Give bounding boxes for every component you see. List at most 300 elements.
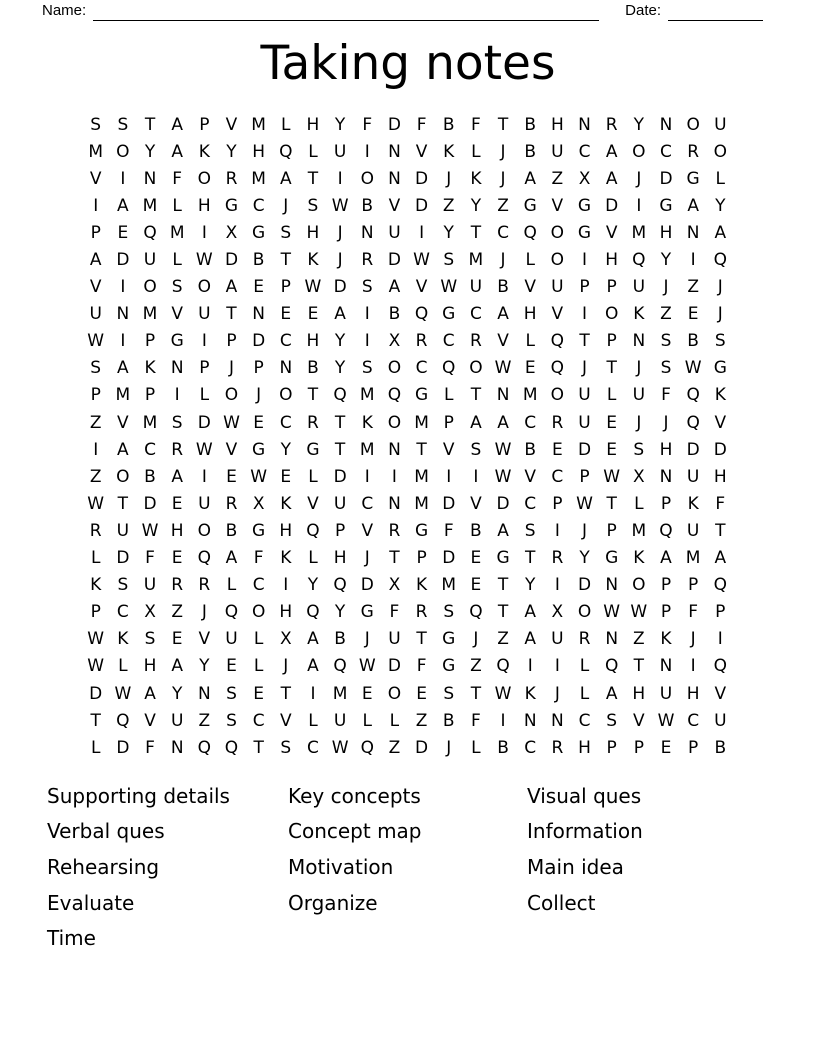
grid-letter: K bbox=[443, 141, 455, 162]
word-search-grid bbox=[82, 111, 734, 761]
grid-letter: T bbox=[416, 629, 427, 650]
grid-letter: Y bbox=[226, 141, 237, 162]
grid-letter: O bbox=[469, 358, 483, 379]
grid-letter: D bbox=[224, 250, 239, 271]
grid-letter: T bbox=[226, 304, 237, 325]
grid-letter: A bbox=[524, 168, 537, 189]
grid-letter: N bbox=[523, 710, 537, 731]
grid-letter: J bbox=[228, 358, 234, 379]
grid-letter: P bbox=[688, 737, 699, 758]
grid-letter: E bbox=[307, 304, 319, 325]
grid-letter: A bbox=[144, 683, 156, 704]
grid-letter: H bbox=[306, 331, 320, 352]
grid-letter: K bbox=[280, 548, 292, 569]
grid-letter: U bbox=[686, 520, 700, 541]
grid-letter: W bbox=[331, 737, 349, 758]
grid-letter: L bbox=[525, 331, 535, 352]
grid-letter: D bbox=[442, 493, 456, 514]
grid-letter: P bbox=[416, 548, 427, 569]
grid-letter: K bbox=[687, 493, 699, 514]
grid-letter: Q bbox=[414, 304, 429, 325]
grid-letter: O bbox=[387, 412, 402, 433]
grid-letter: U bbox=[551, 141, 564, 162]
grid-letter: V bbox=[388, 195, 401, 216]
grid-letter: W bbox=[494, 466, 512, 487]
grid-letter: D bbox=[387, 114, 401, 135]
grid-letter: L bbox=[90, 737, 101, 758]
grid-letter: H bbox=[550, 114, 564, 135]
grid-letter: S bbox=[714, 331, 726, 352]
grid-letter: T bbox=[606, 358, 617, 379]
grid-letter: U bbox=[198, 493, 211, 514]
grid-letter: H bbox=[197, 195, 211, 216]
grid-letter: C bbox=[551, 466, 564, 487]
grid-letter: I bbox=[554, 575, 560, 596]
grid-letter: Q bbox=[197, 548, 212, 569]
grid-letter: J bbox=[582, 358, 588, 379]
grid-letter: Q bbox=[713, 575, 727, 596]
grid-letter: D bbox=[333, 277, 347, 298]
grid-letter: C bbox=[497, 222, 509, 243]
grid-letter: T bbox=[334, 412, 346, 433]
grid-letter: Q bbox=[604, 656, 619, 677]
grid-letter: T bbox=[389, 548, 400, 569]
word-item: Evaluate bbox=[47, 890, 135, 915]
grid-letter: H bbox=[333, 548, 347, 569]
grid-letter: Q bbox=[550, 331, 565, 352]
grid-letter: C bbox=[116, 602, 129, 623]
grid-letter: D bbox=[360, 575, 374, 596]
grid-letter: V bbox=[225, 114, 238, 135]
grid-letter: G bbox=[577, 222, 592, 243]
grid-letter: D bbox=[197, 412, 211, 433]
page-title: Taking notes bbox=[260, 36, 556, 91]
grid-letter: T bbox=[497, 114, 509, 135]
grid-letter: U bbox=[714, 114, 727, 135]
grid-letter: H bbox=[306, 114, 320, 135]
grid-letter: X bbox=[225, 222, 238, 243]
grid-letter: T bbox=[497, 602, 509, 623]
grid-letter: G bbox=[252, 439, 266, 460]
grid-letter: O bbox=[577, 602, 592, 623]
grid-letter: O bbox=[604, 304, 619, 325]
grid-letter: M bbox=[142, 304, 158, 325]
grid-letter: A bbox=[714, 222, 727, 243]
grid-letter: R bbox=[361, 250, 374, 271]
grid-letter: V bbox=[279, 710, 292, 731]
grid-letter: L bbox=[308, 466, 318, 487]
grid-letter: R bbox=[605, 114, 618, 135]
word-item: Time bbox=[47, 926, 96, 951]
grid-letter: B bbox=[497, 737, 509, 758]
grid-letter: R bbox=[551, 737, 564, 758]
grid-row bbox=[82, 355, 734, 382]
grid-letter: W bbox=[576, 493, 593, 514]
grid-letter: W bbox=[87, 656, 105, 677]
grid-letter: B bbox=[388, 304, 401, 325]
grid-letter: R bbox=[307, 412, 319, 433]
grid-letter: J bbox=[283, 656, 289, 677]
grid-letter: A bbox=[605, 141, 618, 162]
grid-letter: G bbox=[360, 602, 374, 623]
grid-letter: Y bbox=[525, 575, 536, 596]
grid-letter: A bbox=[279, 168, 292, 189]
grid-letter: W bbox=[494, 683, 512, 704]
grid-letter: J bbox=[337, 250, 343, 271]
grid-letter: G bbox=[252, 222, 266, 243]
grid-letter: C bbox=[524, 737, 537, 758]
grid-letter: D bbox=[442, 548, 456, 569]
word-item: Collect bbox=[527, 890, 596, 915]
grid-letter: R bbox=[198, 575, 211, 596]
grid-letter: U bbox=[143, 250, 157, 271]
grid-letter: J bbox=[636, 358, 642, 379]
grid-letter: V bbox=[442, 439, 455, 460]
grid-letter: F bbox=[471, 114, 481, 135]
grid-letter: S bbox=[470, 439, 482, 460]
word-item: Supporting details bbox=[47, 783, 230, 808]
grid-letter: L bbox=[308, 710, 318, 731]
grid-letter: T bbox=[280, 683, 291, 704]
grid-letter: Z bbox=[171, 602, 183, 623]
grid-letter: V bbox=[415, 277, 428, 298]
grid-letter: I bbox=[527, 656, 533, 677]
grid-letter: P bbox=[443, 412, 454, 433]
grid-letter: Z bbox=[497, 195, 509, 216]
grid-letter: I bbox=[93, 195, 99, 216]
grid-letter: B bbox=[714, 737, 727, 758]
grid-letter: P bbox=[660, 602, 672, 623]
grid-letter: K bbox=[416, 575, 428, 596]
grid-letter: D bbox=[116, 250, 130, 271]
grid-letter: A bbox=[388, 277, 401, 298]
grid-letter: N bbox=[496, 385, 510, 406]
grid-letter: X bbox=[279, 629, 292, 650]
grid-letter: J bbox=[283, 195, 289, 216]
grid-row bbox=[82, 138, 734, 165]
grid-letter: A bbox=[605, 683, 618, 704]
grid-letter: E bbox=[687, 304, 699, 325]
grid-letter: T bbox=[117, 493, 129, 514]
grid-row bbox=[82, 328, 734, 355]
grid-letter: F bbox=[416, 656, 427, 677]
word-item: Concept map bbox=[288, 819, 422, 844]
grid-letter: G bbox=[713, 358, 727, 379]
grid-letter: U bbox=[333, 710, 347, 731]
grid-letter: K bbox=[470, 168, 482, 189]
grid-letter: K bbox=[361, 412, 373, 433]
grid-letter: V bbox=[714, 412, 727, 433]
grid-letter: A bbox=[524, 629, 537, 650]
grid-letter: I bbox=[717, 629, 723, 650]
grid-row bbox=[82, 653, 734, 680]
grid-letter: N bbox=[686, 222, 700, 243]
grid-letter: D bbox=[496, 493, 510, 514]
grid-letter: U bbox=[170, 710, 184, 731]
grid-letter: O bbox=[387, 358, 402, 379]
grid-letter: S bbox=[171, 277, 183, 298]
grid-letter: R bbox=[551, 548, 564, 569]
grid-letter: H bbox=[659, 222, 673, 243]
grid-letter: V bbox=[171, 304, 183, 325]
grid-letter: F bbox=[145, 548, 155, 569]
grid-letter: M bbox=[522, 385, 538, 406]
grid-letter: B bbox=[144, 466, 156, 487]
grid-letter: J bbox=[500, 168, 506, 189]
grid-letter: Z bbox=[198, 710, 211, 731]
grid-letter: B bbox=[225, 520, 238, 541]
grid-letter: D bbox=[89, 683, 103, 704]
grid-letter: I bbox=[174, 385, 180, 406]
grid-letter: P bbox=[334, 520, 346, 541]
grid-letter: P bbox=[144, 331, 156, 352]
grid-letter: P bbox=[606, 520, 617, 541]
grid-letter: S bbox=[660, 358, 672, 379]
grid-letter: Q bbox=[224, 737, 239, 758]
grid-letter: Q bbox=[496, 656, 510, 677]
grid-letter: Q bbox=[306, 602, 320, 623]
grid-letter: U bbox=[388, 629, 401, 650]
grid-letter: Q bbox=[116, 710, 130, 731]
grid-letter: I bbox=[364, 141, 370, 162]
grid-row bbox=[82, 192, 734, 219]
grid-letter: W bbox=[87, 331, 105, 352]
grid-letter: Q bbox=[659, 520, 673, 541]
grid-letter: I bbox=[364, 331, 370, 352]
grid-letter: Q bbox=[197, 737, 212, 758]
grid-letter: P bbox=[253, 358, 264, 379]
grid-letter: O bbox=[632, 575, 646, 596]
grid-letter: D bbox=[605, 195, 619, 216]
grid-letter: N bbox=[170, 737, 184, 758]
grid-letter: S bbox=[633, 439, 645, 460]
grid-letter: T bbox=[307, 168, 319, 189]
grid-letter: B bbox=[524, 141, 537, 162]
grid-letter: R bbox=[687, 141, 700, 162]
grid-letter: F bbox=[145, 737, 155, 758]
grid-letter: U bbox=[116, 520, 130, 541]
grid-letter: C bbox=[687, 710, 700, 731]
grid-row bbox=[82, 517, 734, 544]
grid-row bbox=[82, 246, 734, 273]
grid-letter: W bbox=[358, 656, 376, 677]
grid-letter: P bbox=[579, 466, 590, 487]
grid-letter: K bbox=[144, 358, 156, 379]
grid-letter: P bbox=[90, 602, 101, 623]
grid-letter: U bbox=[578, 385, 591, 406]
grid-letter: N bbox=[605, 629, 619, 650]
grid-letter: B bbox=[361, 195, 374, 216]
grid-letter: D bbox=[116, 737, 130, 758]
grid-letter: T bbox=[253, 737, 264, 758]
grid-letter: S bbox=[171, 412, 183, 433]
grid-letter: N bbox=[170, 358, 184, 379]
grid-letter: E bbox=[606, 439, 618, 460]
grid-letter: E bbox=[253, 412, 265, 433]
grid-letter: H bbox=[605, 250, 619, 271]
grid-letter: R bbox=[578, 629, 591, 650]
grid-letter: Q bbox=[686, 412, 700, 433]
grid-letter: D bbox=[387, 656, 401, 677]
grid-letter: Z bbox=[633, 629, 645, 650]
grid-letter: S bbox=[280, 222, 292, 243]
grid-letter: J bbox=[364, 548, 370, 569]
grid-letter: L bbox=[471, 141, 481, 162]
grid-letter: Y bbox=[334, 331, 346, 352]
grid-letter: B bbox=[497, 277, 509, 298]
grid-letter: S bbox=[307, 195, 319, 216]
grid-letter: Q bbox=[279, 141, 293, 162]
grid-letter: Y bbox=[144, 141, 156, 162]
grid-letter: W bbox=[250, 466, 268, 487]
grid-letter: D bbox=[577, 575, 592, 596]
grid-letter: M bbox=[414, 493, 429, 514]
grid-letter: O bbox=[251, 602, 266, 623]
grid-letter: D bbox=[333, 466, 347, 487]
grid-letter: S bbox=[443, 683, 455, 704]
grid-letter: E bbox=[660, 737, 672, 758]
grid-letter: P bbox=[280, 277, 291, 298]
grid-letter: V bbox=[89, 277, 102, 298]
grid-letter: T bbox=[606, 493, 617, 514]
grid-letter: U bbox=[143, 575, 157, 596]
grid-letter: A bbox=[117, 439, 129, 460]
grid-letter: J bbox=[256, 385, 262, 406]
grid-letter: O bbox=[197, 277, 212, 298]
grid-letter: U bbox=[89, 304, 102, 325]
grid-letter: J bbox=[473, 629, 479, 650]
grid-letter: Z bbox=[687, 277, 699, 298]
grid-letter: C bbox=[415, 358, 428, 379]
word-item: Key concepts bbox=[288, 783, 421, 808]
grid-letter: N bbox=[197, 683, 211, 704]
grid-letter: H bbox=[659, 439, 673, 460]
grid-row bbox=[82, 165, 734, 192]
grid-letter: M bbox=[359, 439, 375, 460]
date-blank-line bbox=[668, 3, 763, 21]
grid-letter: Q bbox=[686, 385, 700, 406]
grid-letter: M bbox=[441, 575, 457, 596]
grid-letter: S bbox=[226, 683, 237, 704]
grid-letter: L bbox=[172, 195, 182, 216]
grid-letter: L bbox=[579, 656, 590, 677]
grid-letter: H bbox=[632, 683, 646, 704]
grid-letter: N bbox=[551, 710, 564, 731]
grid-letter: G bbox=[442, 629, 456, 650]
grid-letter: J bbox=[717, 304, 723, 325]
grid-letter: U bbox=[632, 277, 646, 298]
grid-letter: A bbox=[497, 412, 509, 433]
grid-letter: W bbox=[494, 358, 512, 379]
grid-letter: N bbox=[143, 168, 157, 189]
grid-letter: A bbox=[714, 548, 727, 569]
grid-letter: I bbox=[554, 656, 560, 677]
grid-letter: I bbox=[201, 331, 207, 352]
grid-letter: V bbox=[497, 331, 509, 352]
grid-letter: V bbox=[524, 466, 537, 487]
grid-letter: W bbox=[603, 466, 621, 487]
grid-letter: L bbox=[253, 656, 264, 677]
sheet-header bbox=[42, 1, 763, 21]
grid-letter: I bbox=[364, 466, 370, 487]
grid-letter: X bbox=[551, 602, 564, 623]
grid-row bbox=[82, 734, 734, 761]
grid-letter: O bbox=[197, 520, 212, 541]
grid-letter: P bbox=[660, 493, 672, 514]
grid-letter: B bbox=[687, 331, 699, 352]
grid-letter: Q bbox=[523, 222, 537, 243]
grid-letter: P bbox=[633, 737, 644, 758]
grid-letter: S bbox=[90, 358, 102, 379]
grid-letter: I bbox=[120, 331, 126, 352]
grid-letter: V bbox=[361, 520, 374, 541]
grid-letter: E bbox=[470, 575, 482, 596]
grid-letter: Y bbox=[470, 195, 482, 216]
grid-letter: G bbox=[306, 439, 320, 460]
grid-letter: N bbox=[605, 575, 619, 596]
grid-letter: F bbox=[471, 710, 481, 731]
grid-letter: Y bbox=[334, 114, 346, 135]
grid-letter: S bbox=[90, 114, 102, 135]
grid-letter: Q bbox=[387, 385, 402, 406]
grid-letter: T bbox=[470, 222, 482, 243]
grid-letter: Q bbox=[713, 656, 727, 677]
grid-letter: H bbox=[279, 602, 293, 623]
grid-letter: S bbox=[144, 629, 156, 650]
grid-letter: L bbox=[118, 656, 128, 677]
grid-letter: G bbox=[659, 195, 673, 216]
grid-letter: W bbox=[87, 493, 105, 514]
grid-letter: D bbox=[577, 439, 592, 460]
grid-letter: J bbox=[201, 602, 207, 623]
grid-letter: O bbox=[550, 250, 565, 271]
word-item: Verbal ques bbox=[47, 819, 165, 844]
grid-letter: J bbox=[554, 683, 560, 704]
grid-letter: N bbox=[388, 493, 401, 514]
grid-letter: L bbox=[634, 493, 644, 514]
grid-row bbox=[82, 707, 734, 734]
grid-row bbox=[82, 436, 734, 463]
grid-letter: A bbox=[225, 277, 238, 298]
grid-letter: R bbox=[225, 493, 238, 514]
grid-letter: L bbox=[281, 114, 291, 135]
grid-letter: U bbox=[659, 683, 673, 704]
grid-letter: K bbox=[633, 548, 645, 569]
grid-letter: J bbox=[636, 412, 642, 433]
grid-row bbox=[82, 599, 734, 626]
grid-letter: J bbox=[500, 141, 506, 162]
grid-letter: E bbox=[171, 548, 183, 569]
grid-letter: W bbox=[195, 439, 213, 460]
grid-letter: I bbox=[582, 304, 588, 325]
grid-letter: J bbox=[636, 168, 642, 189]
grid-letter: A bbox=[171, 656, 183, 677]
grid-letter: B bbox=[470, 520, 482, 541]
grid-letter: M bbox=[468, 250, 484, 271]
grid-letter: I bbox=[473, 466, 479, 487]
grid-letter: U bbox=[469, 277, 483, 298]
grid-letter: I bbox=[690, 656, 696, 677]
grid-letter: M bbox=[685, 548, 701, 569]
word-item: Motivation bbox=[288, 854, 394, 879]
grid-letter: R bbox=[415, 602, 428, 623]
grid-letter: H bbox=[279, 520, 293, 541]
grid-letter: Y bbox=[715, 195, 726, 216]
grid-letter: T bbox=[280, 250, 291, 271]
grid-letter: L bbox=[389, 710, 400, 731]
grid-letter: M bbox=[142, 195, 158, 216]
grid-letter: D bbox=[252, 331, 266, 352]
